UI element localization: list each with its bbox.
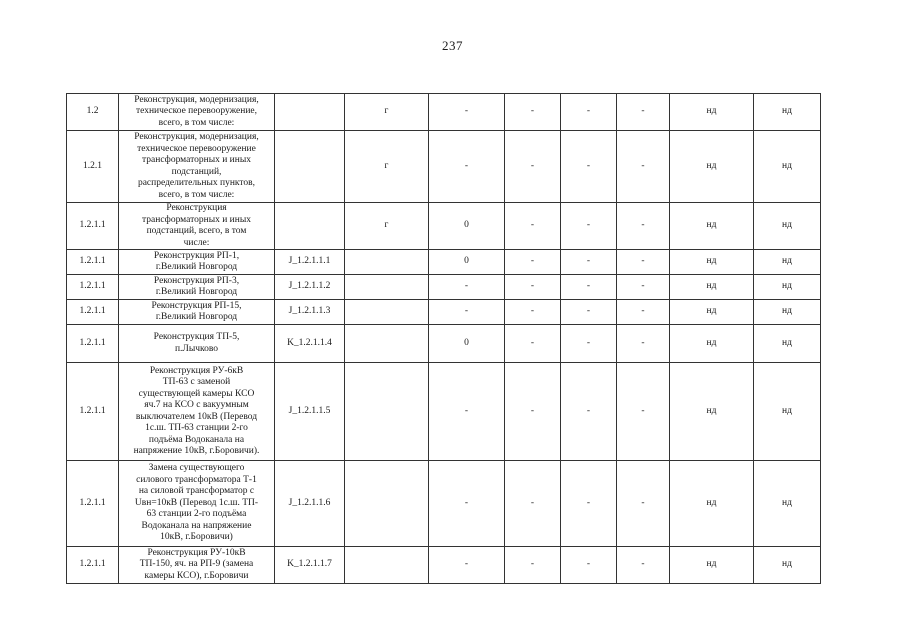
project-name-line: всего, в том числе:: [158, 117, 235, 128]
value-cell: 0: [429, 325, 505, 363]
project-name-line: Реконструкция РП-1,: [153, 250, 240, 261]
nd-cell: нд: [670, 461, 754, 547]
dash-cell: -: [505, 363, 561, 461]
project-name-line: п.Лычково: [174, 343, 219, 354]
dash-cell: -: [617, 275, 670, 300]
page-number: 237: [442, 38, 463, 53]
table-row: [67, 363, 821, 461]
project-name-line: Реконструкция РУ-10кВ: [147, 547, 246, 558]
nd-cell: нд: [670, 275, 754, 300]
row-number: 1.2.1.1: [67, 461, 119, 547]
project-name-line: Реконструкция РП-15,: [151, 300, 242, 311]
project-name-line: трансформаторных и иных: [142, 214, 251, 225]
dash-cell: -: [505, 325, 561, 363]
project-name-line: числе:: [183, 237, 210, 248]
dash-cell: -: [505, 203, 561, 250]
dash-cell: -: [561, 300, 617, 325]
value-cell: -: [429, 363, 505, 461]
table-row: [67, 94, 821, 131]
dash-cell: -: [505, 547, 561, 584]
dash-cell: -: [617, 131, 670, 203]
value-cell: -: [429, 300, 505, 325]
table-row: [67, 547, 821, 584]
row-number: 1.2.1.1: [67, 547, 119, 584]
unit-cell: [345, 325, 429, 363]
value-cell: -: [429, 94, 505, 131]
dash-cell: -: [561, 325, 617, 363]
unit-cell: [345, 461, 429, 547]
nd-cell: нд: [670, 250, 754, 275]
dash-cell: -: [561, 250, 617, 275]
project-name: [119, 94, 275, 131]
project-name-line: техническое перевооружение: [137, 143, 256, 154]
nd-cell: нд: [670, 94, 754, 131]
nd-cell: нд: [754, 131, 821, 203]
dash-cell: -: [561, 461, 617, 547]
nd-cell: нд: [754, 363, 821, 461]
nd-cell: нд: [754, 275, 821, 300]
value-cell: -: [429, 131, 505, 203]
project-name-line: ТП-63 с заменой: [162, 377, 231, 387]
project-name-line: Реконструкция ТП-5,: [153, 332, 240, 342]
project-id: K_1.2.1.1.4: [275, 325, 345, 363]
nd-cell: нд: [670, 203, 754, 250]
row-number: 1.2.1.1: [67, 250, 119, 275]
value-cell: 0: [429, 250, 505, 275]
project-name-line: Реконструкция, модернизация,: [134, 94, 259, 105]
project-name-line: Реконструкция РУ-6кВ: [149, 365, 244, 376]
project-name-line: силового трансформатора Т-1: [136, 474, 257, 485]
unit-cell: [345, 275, 429, 300]
nd-cell: нд: [754, 325, 821, 363]
dash-cell: -: [561, 363, 617, 461]
value-cell: 0: [429, 203, 505, 250]
nd-cell: нд: [754, 250, 821, 275]
table-row: [67, 250, 821, 275]
dash-cell: -: [505, 461, 561, 547]
project-name-line: существующей камеры КСО: [138, 388, 255, 399]
table-row: [67, 203, 821, 250]
row-number: 1.2.1.1: [67, 275, 119, 300]
project-id: [275, 94, 345, 131]
project-name: [119, 547, 275, 584]
project-id: K_1.2.1.1.7: [275, 547, 345, 584]
project-name-line: Реконструкция, модернизация,: [134, 132, 259, 142]
dash-cell: -: [561, 131, 617, 203]
project-name-line: Реконструкция РП-3,: [153, 275, 240, 286]
project-id: [275, 131, 345, 203]
project-name-line: напряжение 10кВ, г.Боровичи).: [133, 446, 260, 456]
table-row: [67, 275, 821, 300]
dash-cell: -: [617, 363, 670, 461]
nd-cell: нд: [670, 131, 754, 203]
table-body: [67, 94, 821, 584]
dash-cell: -: [617, 250, 670, 275]
project-name-line: подъёма Водоканала на: [148, 434, 245, 445]
project-name-line: выключателем 10кВ (Перевод: [135, 411, 258, 422]
project-name: [119, 131, 275, 203]
dash-cell: -: [561, 547, 617, 584]
nd-cell: нд: [670, 300, 754, 325]
unit-cell: [345, 363, 429, 461]
project-name: [119, 363, 275, 461]
project-id: J_1.2.1.1.3: [275, 300, 345, 325]
value-cell: -: [429, 547, 505, 584]
project-name-line: 10кВ, г.Боровичи): [160, 532, 233, 543]
project-name-line: 1с.ш. ТП-63 станции 2-го: [145, 423, 248, 433]
dash-cell: -: [617, 461, 670, 547]
dash-cell: -: [561, 94, 617, 131]
row-number: 1.2.1.1: [67, 203, 119, 250]
investment-program-table: [66, 93, 821, 584]
table-row: [67, 300, 821, 325]
dash-cell: -: [505, 94, 561, 131]
project-name-line: г.Великий Новгород: [155, 312, 238, 322]
project-name: [119, 300, 275, 325]
dash-cell: -: [505, 131, 561, 203]
unit-cell: [345, 250, 429, 275]
project-name: [119, 325, 275, 363]
project-name-line: яч.7 на КСО с вакуумным: [144, 400, 249, 410]
unit-cell: [345, 300, 429, 325]
dash-cell: -: [561, 275, 617, 300]
project-name-line: распределительных пунктов,: [137, 178, 256, 188]
dash-cell: -: [617, 300, 670, 325]
nd-cell: нд: [754, 203, 821, 250]
project-name-line: Замена существующего: [148, 463, 245, 474]
project-name: [119, 203, 275, 250]
project-name: [119, 250, 275, 275]
dash-cell: -: [505, 275, 561, 300]
unit-cell: г: [345, 131, 429, 203]
dash-cell: -: [617, 203, 670, 250]
project-name-line: подстанций, всего, в том: [146, 226, 247, 236]
dash-cell: -: [505, 300, 561, 325]
dash-cell: -: [617, 94, 670, 131]
dash-cell: -: [617, 325, 670, 363]
unit-cell: г: [345, 94, 429, 131]
value-cell: -: [429, 461, 505, 547]
row-number: 1.2.1.1: [67, 300, 119, 325]
row-number: 1.2.1.1: [67, 363, 119, 461]
project-id: J_1.2.1.1.5: [275, 363, 345, 461]
project-name: [119, 461, 275, 547]
project-name-line: камеры КСО), г.Боровичи: [144, 570, 249, 581]
nd-cell: нд: [754, 461, 821, 547]
dash-cell: -: [505, 250, 561, 275]
project-id: J_1.2.1.1.6: [275, 461, 345, 547]
nd-cell: нд: [670, 363, 754, 461]
project-name-line: техническое перевооружение,: [135, 106, 258, 117]
row-number: 1.2.1.1: [67, 325, 119, 363]
nd-cell: нд: [754, 547, 821, 584]
value-cell: -: [429, 275, 505, 300]
unit-cell: [345, 547, 429, 584]
nd-cell: нд: [754, 300, 821, 325]
project-id: J_1.2.1.1.2: [275, 275, 345, 300]
project-name-line: Uвн=10кВ (Перевод 1с.ш. ТП-: [134, 497, 259, 508]
row-number: 1.2: [67, 94, 119, 131]
project-name: [119, 275, 275, 300]
nd-cell: нд: [670, 547, 754, 584]
project-name-line: трансформаторных и иных: [142, 155, 251, 165]
nd-cell: нд: [754, 94, 821, 131]
unit-cell: г: [345, 203, 429, 250]
project-name-line: Водоканала на напряжение: [141, 520, 252, 531]
dash-cell: -: [561, 203, 617, 250]
project-name-line: на силовой трансформатор с: [138, 486, 255, 497]
project-name-line: подстанций,: [171, 166, 222, 177]
project-id: J_1.2.1.1.1: [275, 250, 345, 275]
table-row: [67, 461, 821, 547]
project-name-line: Реконструкция: [166, 203, 227, 213]
project-name-line: г.Великий Новгород: [155, 287, 238, 297]
project-name-line: г.Великий Новгород: [155, 262, 238, 272]
project-name-line: 63 станции 2-го подъёма: [146, 509, 247, 520]
project-name-line: ТП-150, яч. на РП-9 (замена: [139, 559, 254, 570]
dash-cell: -: [617, 547, 670, 584]
table-row: [67, 131, 821, 203]
table-row: [67, 325, 821, 363]
row-number: 1.2.1: [67, 131, 119, 203]
project-id: [275, 203, 345, 250]
nd-cell: нд: [670, 325, 754, 363]
project-name-line: всего, в том числе:: [158, 189, 235, 200]
